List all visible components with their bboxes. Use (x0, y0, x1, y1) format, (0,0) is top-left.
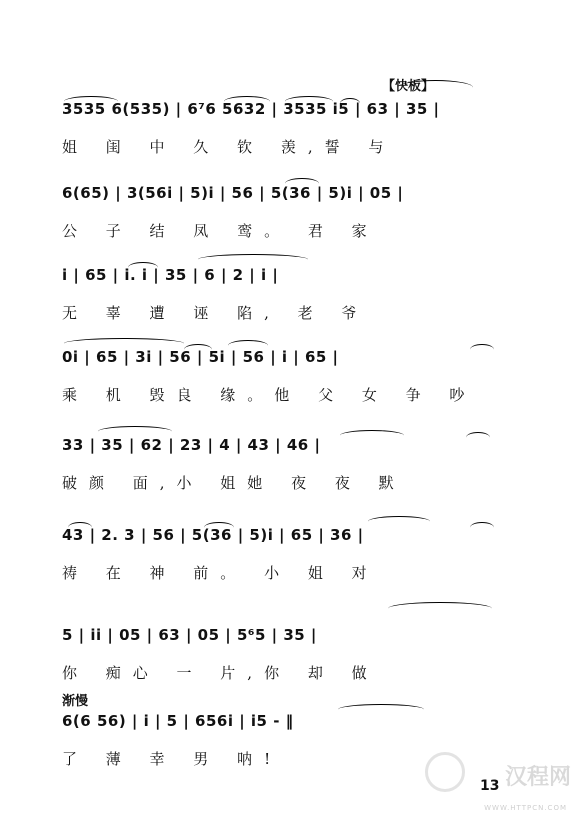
page-number: 13 (480, 778, 500, 794)
notation-line-4: 0i | 65 | 3i | 56 | 5i | 56 | i | 65 | (62, 348, 339, 366)
lyrics-line-4: 乘 机 毁良 缘。他 父 女 争 吵 (62, 386, 477, 404)
lyrics-line-7: 你 痴心 一 片,你 却 做 (62, 664, 379, 682)
tempo-mark-fast: 【快板】 (382, 79, 435, 94)
notation-line-2: 6(65) | 3(56i | 5)i | 56 | 5(36 | 5)i | 05 | (62, 184, 404, 202)
notation-line-1: 3535 6(535) | 6⁷6 5632 | 3535 i5 | 63 | 35 | (62, 100, 440, 118)
notation-line-6: 43 | 2. 3 | 56 | 5(36 | 5)i | 65 | 36 | (62, 526, 364, 544)
notation-line-5: 33 | 35 | 62 | 23 | 4 | 43 | 46 | (62, 436, 321, 454)
lyrics-line-5: 破颜 面,小 姐她 夜 夜 默 (62, 474, 406, 492)
lyrics-line-6: 祷 在 神 前。 小 姐 对 (62, 564, 379, 582)
lyrics-line-3: 无 辜 遭 诬 陷, 老 爷 (62, 304, 369, 322)
tempo-mark-slowing: 渐慢 (62, 694, 89, 709)
score-line-6 (0, 526, 585, 596)
score-line-1 (0, 100, 585, 170)
notation-line-7: 5 | ii | 05 | 63 | 05 | 5⁶5 | 35 | (62, 626, 317, 644)
lyrics-line-1: 姐 闺 中 久 钦 羡,誓 与 (62, 138, 396, 156)
score-line-2 (0, 184, 585, 254)
lyrics-line-2: 公 子 结 凤 鸾。 君 家 (62, 222, 379, 240)
watermark-site-name: 汉程网 (504, 764, 571, 790)
score-line-5 (0, 436, 585, 506)
notation-line-8: 6(6 56) | i | 5 | 656i | i5 - ‖ (62, 712, 294, 730)
watermark-url: WWW.HTTPCN.COM (484, 804, 567, 812)
score-line-4 (0, 348, 585, 418)
lyrics-line-8: 了 薄 幸 男 呐! (62, 750, 283, 768)
score-line-3 (0, 266, 585, 336)
notation-line-3: i | 65 | i. i | 35 | 6 | 2 | i | (62, 266, 279, 284)
score-line-7 (0, 626, 585, 696)
